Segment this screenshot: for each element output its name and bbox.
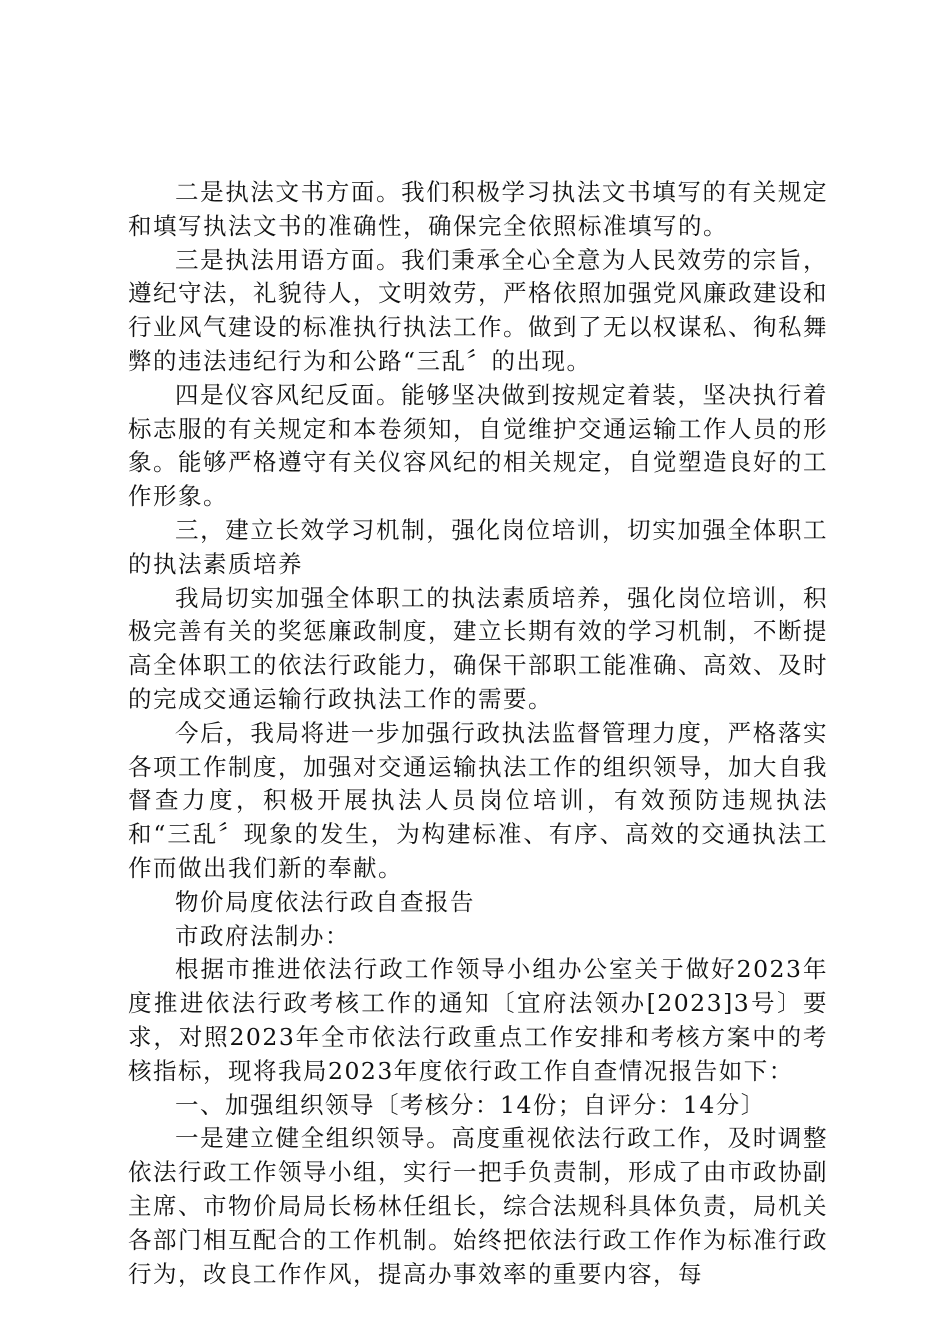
- paragraph-law-language: 三是执法用语方面。我们秉承全心全意为人民效劳的宗旨，遵纪守法，礼貌待人，文明效劳，严格依照加强党风廉政建设和行业风气建设的标准执行执法工作。做到了无以权谋私、徇私舞弊的违法违纪行为和公路“三乱〞的出现。: [128, 245, 828, 375]
- report-title: 物价局度依法行政自查报告: [175, 887, 475, 916]
- paragraph-law-documents: 二是执法文书方面。我们积极学习执法文书填写的有关规定和填写执法文书的准确性，确保完全依照标准填写的。: [128, 178, 828, 240]
- section-heading-organization: 一、加强组织领导〔考核分：14份；自评分：14分〕: [175, 1090, 766, 1119]
- document-body: [128, 176, 828, 1291]
- report-addressee: 市政府法制办：: [175, 921, 350, 950]
- paragraph-appearance-discipline: 四是仪容风纪反面。能够坚决做到按规定着装，坚决执行着标志服的有关规定和本卷须知，自觉维护交通运输工作人员的形象。能够严格遵守有关仪容风纪的相关规定，自觉塑造良好的工作形象。: [128, 380, 828, 511]
- section-heading-learning-mechanism: 三，建立长效学习机制，强化岗位培训，切实加强全体职工的执法素质培养: [128, 515, 828, 578]
- paragraph-report-intro: 根据市推进依法行政工作领导小组办公室关于做好2023年度推进依法行政考核工作的通知〔宜府法领办[2023]3号〕要求，对照2023年全市依法行政重点工作安排和考核方案中的考核指标，现将我局2023年度依行政工作自查情况报告如下：: [128, 955, 828, 1085]
- paragraph-future-work: 今后，我局将进一步加强行政执法监督管理力度，严格落实各项工作制度，加强对交通运输执法工作的组织领导，加大自我督查力度，积极开展执法人员岗位培训，有效预防违规执法和“三乱〞现象的发生，为构建标准、有序、高效的交通执法工作而做出我们新的奉献。: [128, 718, 828, 882]
- paragraph-organization-leadership: 一是建立健全组织领导。高度重视依法行政工作，及时调整依法行政工作领导小组，实行一把手负责制，形成了由市政协副主席、市物价局局长杨林任组长，综合法规科具体负责，局机关各部门相互配合的工作机制。始终把依法行政工作作为标准行政行为，改良工作作风，提高办事效率的重要内容，每: [128, 1124, 828, 1288]
- paragraph-training: 我局切实加强全体职工的执法素质培养，强化岗位培训，积极完善有关的奖惩廉政制度，建立长期有效的学习机制，不断提高全体职工的依法行政能力，确保干部职工能准确、高效、及时的完成交通运输行政执法工作的需要。: [128, 583, 828, 713]
